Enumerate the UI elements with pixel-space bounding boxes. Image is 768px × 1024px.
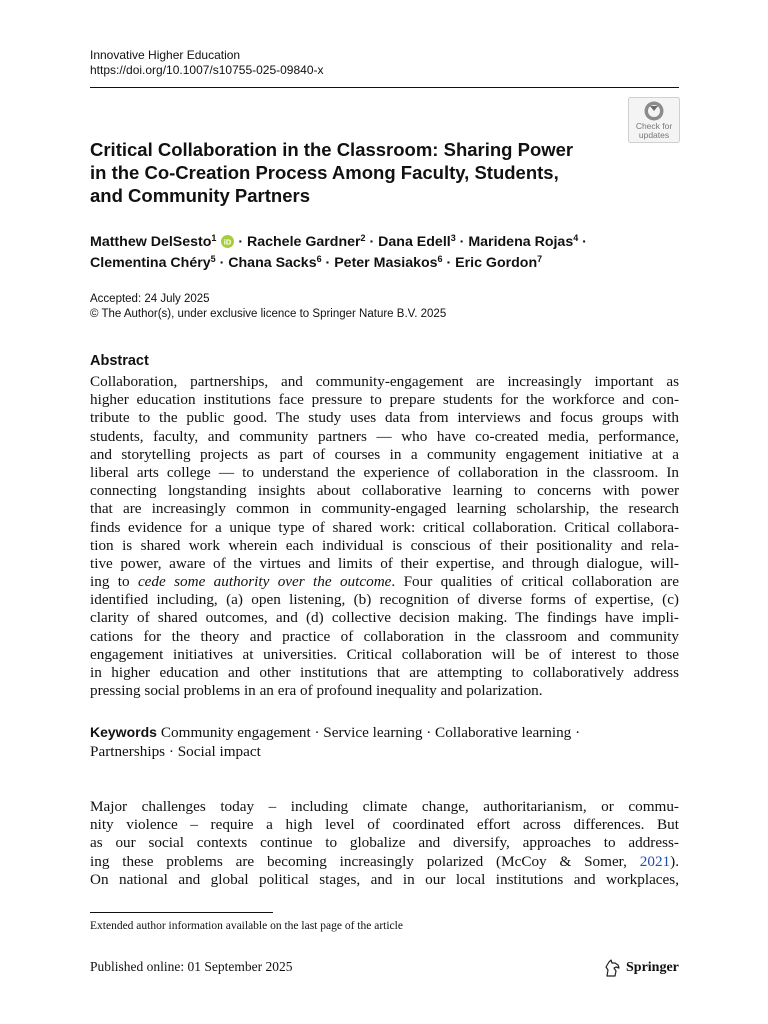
published-date: Published online: 01 September 2025	[90, 959, 293, 974]
abstract-line: finds evidence for a unique type of shared work: critical collaboration. Critical collabora-	[90, 518, 679, 536]
svg-text:iD: iD	[224, 237, 232, 247]
abstract-line: tion is shared work wherein each individual is conscious of their positionality and rela-	[90, 536, 679, 554]
citation-link[interactable]: 2021	[639, 852, 671, 870]
author-affiliation: 6	[437, 254, 443, 264]
author-line-1	[90, 232, 690, 253]
paragraph-text: ing these problems are becoming increasingly polarized (McCoy & Somer,	[90, 852, 640, 870]
title-line: Critical Collaboration in the Classroom: Sharing Power	[90, 139, 574, 160]
intro-paragraph	[90, 798, 679, 889]
citation-close: ).	[670, 852, 679, 870]
publisher-name: Springer	[626, 960, 679, 975]
author-separator: ·	[321, 255, 335, 271]
abstract-line: that are increasingly common in community-engaged learning scholarship, the research	[90, 500, 679, 518]
abstract-line: connecting longstanding insights about collaborative learning to concerns with power	[90, 482, 679, 500]
paragraph-line: nity violence – require a high level of coordinated effort across differences. But	[90, 816, 679, 834]
abstract-line: and storytelling projects as part of courses in a community engagement initiative at a	[90, 445, 679, 463]
author-affiliation: 6	[316, 254, 322, 264]
keywords-label: Keywords	[90, 724, 157, 740]
abstract-line: liberal arts college — to understand the experience of collaboration in the classroom. In	[90, 463, 679, 481]
check-updates-line2: updates	[638, 130, 670, 140]
article-title	[90, 138, 610, 207]
author-list	[90, 232, 690, 274]
abstract-line: Collaboration, partnerships, and community-engagement are increasingly important as	[90, 373, 679, 390]
footnote-rule	[90, 912, 273, 913]
check-for-updates-icon[interactable]	[628, 97, 680, 143]
abstract-line: engagement initiatives at universities. Critical collaboration will be of interest to those	[90, 645, 679, 663]
abstract-line: tribute to the public good. The study uses data from interviews and focus groups with	[90, 409, 679, 427]
abstract-line: students, faculty, and community partners — who have co-created media, performance,	[90, 427, 679, 445]
abstract-line: ing to cede some authority over the outcome. Four qualities of critical collaboration are	[90, 573, 679, 591]
author-affiliation: 2	[360, 233, 366, 243]
author-name[interactable]: Rachele Gardner	[246, 234, 361, 250]
abstract-line: tive power, aware of the virtues and limits of their expertise, and through dialogue, will-	[90, 554, 679, 572]
copyright-notice: © The Author(s), under exclusive licence to Springer Nature B.V. 2025	[90, 308, 447, 320]
author-separator: ·	[578, 234, 587, 250]
author-name[interactable]: Chana Sacks	[228, 255, 317, 271]
author-separator: ·	[442, 255, 456, 271]
author-affiliation: 3	[450, 233, 456, 243]
author-name[interactable]: Clementina Chéry	[90, 255, 211, 271]
author-name[interactable]: Eric Gordon	[455, 255, 538, 271]
paragraph-line-with-citation	[90, 853, 679, 871]
orcid-icon[interactable]	[221, 235, 234, 248]
author-affiliation: 7	[537, 254, 543, 264]
abstract-heading: Abstract	[90, 353, 149, 369]
paragraph-line: Major challenges today – including climate change, authoritarianism, or commu-	[90, 798, 679, 815]
keywords-block	[90, 723, 679, 761]
author-affiliation: 4	[573, 233, 579, 243]
keywords-line: Partnerships · Social impact	[90, 743, 261, 760]
author-separator: ·	[234, 234, 247, 250]
author-separator: ·	[455, 234, 469, 250]
author-name[interactable]: Peter Masiakos	[334, 255, 438, 271]
footnote: Extended author information available on the last page of the article	[90, 920, 403, 932]
abstract-line: clarity of shared outcomes, and (d) collective decision making. The findings have impli-	[90, 609, 679, 627]
journal-header	[90, 48, 324, 78]
author-line-2	[90, 253, 690, 274]
paragraph-line: On national and global political stages, and in our local institutions and workplaces,	[90, 870, 679, 888]
accepted-date: Accepted: 24 July 2025	[90, 293, 210, 305]
abstract-body	[90, 373, 679, 700]
abstract-line: higher education institutions face pressure to prepare students for the workforce and con-	[90, 391, 679, 409]
abstract-line: pressing social problems in an era of profound inequality and polarization.	[90, 682, 543, 700]
author-separator: ·	[365, 234, 379, 250]
article-dates	[90, 292, 446, 322]
abstract-line: identified including, (a) open listening, (b) recognition of diverse forms of expertise, (c)	[90, 591, 679, 609]
paragraph-line: as our social contexts continue to globalize and diversify, approaches to address-	[90, 834, 679, 852]
abstract-italic-phrase: cede some authority over the outcome	[137, 573, 392, 591]
abstract-line: cations for the theory and practice of collaboration in the classroom and community	[90, 627, 679, 645]
header-rule	[90, 87, 679, 88]
publisher-logo	[604, 958, 679, 978]
author-name[interactable]: Matthew DelSesto	[90, 234, 212, 250]
title-line: and Community Partners	[90, 185, 310, 206]
springer-horse-icon	[604, 959, 621, 977]
author-affiliation: 5	[210, 254, 216, 264]
author-name[interactable]: Maridena Rojas	[468, 234, 574, 250]
check-updates-line1: Check for	[635, 121, 673, 131]
abstract-line: in higher education and other institutions that are attempting to collaboratively address	[90, 664, 679, 681]
author-name[interactable]: Dana Edell	[378, 234, 451, 250]
author-separator: ·	[215, 255, 229, 271]
title-line: in the Co-Creation Process Among Faculty, Students,	[90, 162, 559, 183]
doi-link[interactable]: https://doi.org/10.1007/s10755-025-09840-x	[90, 63, 324, 77]
journal-name: Innovative Higher Education	[90, 48, 241, 62]
author-affiliation: 1	[211, 233, 217, 243]
keywords-line: Community engagement · Service learning · Collaborative learning ·	[160, 724, 581, 741]
